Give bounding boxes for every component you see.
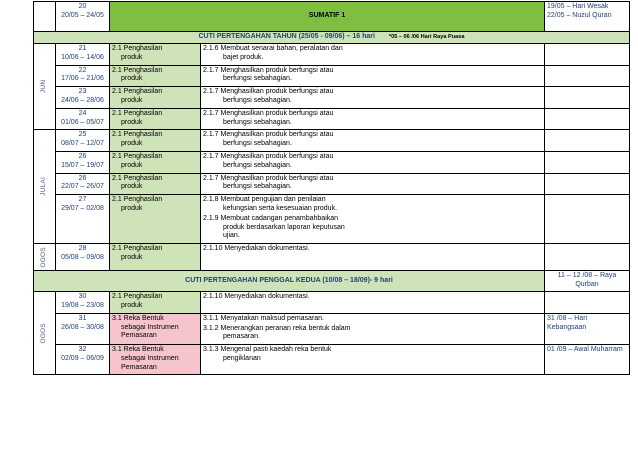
week-row	[34, 244, 630, 271]
learning-outcome	[203, 346, 542, 364]
standard-cell	[110, 87, 201, 109]
standard-text: produk	[121, 140, 143, 148]
learning-outcome-text: 2.1.9 Membuat cadangan penambahbaikan	[203, 214, 339, 222]
standard-text: 2.1 Penghasilan	[112, 109, 163, 117]
learning-outcome-text: berfungsi sebahagian.	[223, 161, 292, 169]
learning-outcome-text: 2.1.7 Menghasilkan produk berfungsi atau	[203, 88, 334, 96]
note-cell	[545, 173, 630, 195]
week-cell	[56, 130, 110, 152]
learning-outcome-text: pengiklanan	[223, 354, 261, 362]
week-cell	[56, 87, 110, 109]
learning-outcome-text: 2.1.7 Menghasilkan produk berfungsi atau	[203, 131, 334, 139]
learning-outcome	[203, 325, 542, 343]
week-cell	[56, 345, 110, 375]
note-cell	[545, 130, 630, 152]
holiday-banner-row	[34, 32, 630, 44]
learning-outcome	[203, 88, 542, 106]
learning-outcome-text: 3.1.2 Menerangkan peranan reka bentuk dalam	[203, 324, 351, 332]
standard-text: 2.1 Penghasilan	[112, 131, 163, 139]
learning-outcome-text: 2.1.10 Menyediakan dokumentasi.	[203, 245, 310, 253]
week-cell	[56, 244, 110, 271]
week-row	[34, 87, 630, 109]
week-dates: 29/07 – 02/08	[61, 204, 104, 212]
learning-outcome-text: 3.1.1 Menyatakan maksud pemasaran.	[203, 314, 325, 322]
week-dates: 17/06 – 21/06	[61, 75, 104, 83]
learning-outcome-text: 2.1.6 Membuat senarai bahan, peralatan dan	[203, 45, 343, 52]
week-dates: 20/05 – 24/05	[61, 11, 104, 19]
note-cell	[545, 244, 630, 271]
standard-text: produk	[121, 161, 143, 169]
learning-outcome-text: produk berdasarkan laporan keputusan	[223, 223, 345, 231]
note-cell: 01 /09 – Awal Muharram	[545, 345, 630, 375]
standard-cell	[110, 108, 201, 130]
note-cell: 11 – 12 /08 – Raya Qurban	[545, 271, 630, 292]
week-row	[34, 291, 630, 313]
standard-text: Pemasaran	[121, 332, 157, 340]
learning-outcome-text: pemasaran.	[223, 333, 260, 341]
learning-outcome-cell	[201, 313, 545, 344]
standard-cell	[110, 44, 201, 66]
month-label: OGOS	[40, 246, 48, 268]
standard-text: produk	[121, 301, 143, 309]
sumatif-banner: SUMATIF 1	[110, 2, 545, 32]
learning-outcome	[203, 45, 542, 63]
standard-text: sebagai Instrumen	[121, 323, 179, 331]
week-dates: 15/07 – 19/07	[61, 161, 104, 169]
week-number: 28	[78, 245, 87, 253]
standard-text: 2.1 Penghasilan	[112, 292, 163, 300]
learning-outcome	[203, 245, 542, 254]
month-cell	[34, 130, 56, 244]
learning-outcome-text: 2.1.7 Menghasilkan produk berfungsi atau	[203, 174, 334, 182]
note-cell	[545, 87, 630, 109]
week-number: 30	[78, 292, 87, 300]
week-dates: 02/09 – 06/09	[61, 354, 104, 362]
week-row	[34, 173, 630, 195]
week-cell	[56, 65, 110, 87]
standard-cell	[110, 173, 201, 195]
note-cell	[545, 108, 630, 130]
learning-outcome	[203, 110, 542, 128]
week-number: 26	[78, 174, 87, 182]
standard-text: 2.1 Penghasilan	[112, 196, 163, 204]
standard-text: 2.1 Penghasilan	[112, 45, 163, 52]
learning-outcome-text: 2.1.8 Membuat pengujian dan penilaian	[203, 196, 326, 204]
learning-outcome	[203, 131, 542, 149]
week-cell	[56, 313, 110, 344]
week-dates: 01/06 – 05/07	[61, 118, 104, 126]
week-row	[34, 195, 630, 244]
week-number: 26	[78, 152, 87, 160]
week-dates: 26/08 – 30/08	[61, 323, 104, 331]
second-term-break-banner: CUTI PERTENGAHAN PENGGAL KEDUA (10/08 – 18/09)- 9 hari	[34, 271, 545, 292]
learning-outcome-text: berfungsi sebahagian.	[223, 96, 292, 104]
standard-cell	[110, 151, 201, 173]
standard-cell	[110, 65, 201, 87]
note-cell: 31 /08 – Hari Kebangsaan	[545, 313, 630, 344]
standard-text: 2.1 Penghasilan	[112, 245, 163, 253]
note-cell	[545, 65, 630, 87]
week-dates: 19/08 – 23/08	[61, 301, 104, 309]
break-extra: *05 – 06 /06 Hari Raya Puasa	[388, 34, 465, 41]
note-cell	[545, 151, 630, 173]
week-dates: 08/07 – 12/07	[61, 140, 104, 148]
learning-outcome	[203, 67, 542, 85]
note-line: 19/05 – Hari Wesak	[547, 3, 609, 10]
week-dates: 24/06 – 28/06	[61, 96, 104, 104]
standard-text: produk	[121, 204, 143, 212]
learning-outcome-text: berfungsi sebahagian.	[223, 183, 292, 191]
standard-text: produk	[121, 75, 143, 83]
week-number: 21	[78, 45, 87, 52]
standard-text: produk	[121, 183, 143, 191]
learning-outcome-cell	[201, 173, 545, 195]
mid-year-break-banner	[34, 32, 630, 44]
learning-outcome-cell	[201, 65, 545, 87]
learning-outcome-text: 3.1.3 Mengenal pasti kaedah reka bentuk	[203, 346, 332, 354]
month-cell	[34, 244, 56, 271]
schedule-table	[33, 1, 630, 375]
learning-outcome-cell	[201, 345, 545, 375]
learning-outcome-cell	[201, 195, 545, 244]
standard-text: 2.1 Penghasilan	[112, 88, 163, 96]
standard-text: produk	[121, 253, 143, 261]
learning-outcome	[203, 293, 542, 302]
standard-text: 2.1 Penghasilan	[112, 174, 163, 182]
standard-cell	[110, 130, 201, 152]
learning-outcome	[203, 315, 542, 324]
learning-outcome-cell	[201, 291, 545, 313]
month-label: JUN	[40, 80, 48, 94]
standard-text: Pemasaran	[121, 363, 157, 371]
break-label: CUTI PERTENGAHAN TAHUN (25/05 - 09/06) – 16 hari	[198, 33, 375, 41]
week-number: 31	[78, 314, 87, 322]
learning-outcome	[203, 196, 542, 214]
standard-text: produk	[121, 118, 143, 126]
standard-text: 3.1 Reka Bentuk	[112, 346, 164, 354]
week-number: 25	[78, 131, 87, 139]
learning-outcome-text: ujian.	[223, 232, 240, 240]
week-number: 20	[78, 3, 87, 10]
learning-outcome-text: 2.1.10 Menyediakan dokumentasi.	[203, 292, 310, 300]
week-row	[34, 313, 630, 344]
standard-text: 2.1 Penghasilan	[112, 66, 163, 74]
week-dates: 10/06 – 14/06	[61, 53, 104, 61]
learning-outcome-cell	[201, 44, 545, 66]
learning-outcome-text: 2.1.7 Menghasilkan produk berfungsi atau	[203, 109, 334, 117]
week-number: 24	[78, 109, 87, 117]
week-dates: 22/07 – 26/07	[61, 183, 104, 191]
learning-outcome-cell	[201, 151, 545, 173]
standard-cell	[110, 244, 201, 271]
learning-outcome-text: 2.1.7 Menghasilkan produk berfungsi atau	[203, 152, 334, 160]
week-cell	[56, 291, 110, 313]
standard-text: produk	[121, 53, 143, 61]
week-number: 22	[78, 66, 87, 74]
learning-outcome	[203, 153, 542, 171]
holiday-banner-row	[34, 271, 630, 292]
month-cell	[34, 291, 56, 374]
week-cell	[56, 2, 110, 32]
note-cell	[545, 291, 630, 313]
week-number: 23	[78, 88, 87, 96]
learning-outcome-cell	[201, 130, 545, 152]
learning-outcome	[203, 175, 542, 193]
week-row	[34, 65, 630, 87]
week-row	[34, 108, 630, 130]
week-row	[34, 345, 630, 375]
standard-cell	[110, 313, 201, 344]
note-cell	[545, 195, 630, 244]
learning-outcome-text: 2.1.7 Menghasilkan produk berfungsi atau	[203, 66, 334, 74]
month-cell-empty	[34, 2, 56, 32]
standard-cell	[110, 195, 201, 244]
week-cell	[56, 173, 110, 195]
learning-outcome-text: berfungsi sebahagian.	[223, 75, 292, 83]
note-line: 22/05 – Nuzul Quran	[547, 11, 612, 19]
standard-cell	[110, 291, 201, 313]
week-cell	[56, 44, 110, 66]
standard-text: sebagai Instrumen	[121, 354, 179, 362]
note-cell	[545, 44, 630, 66]
standard-cell	[110, 345, 201, 375]
month-label: OGOS	[40, 322, 48, 344]
learning-outcome-cell	[201, 108, 545, 130]
learning-outcome-text: berfungsi sebahagian.	[223, 118, 292, 126]
week-cell	[56, 151, 110, 173]
standard-text: 2.1 Penghasilan	[112, 152, 163, 160]
learning-outcome-cell	[201, 87, 545, 109]
week-row	[34, 130, 630, 152]
month-label: JULAI	[40, 177, 48, 197]
week-dates: 05/08 – 09/08	[61, 253, 104, 261]
week-number: 32	[78, 346, 87, 354]
standard-text: 3.1 Reka Bentuk	[112, 314, 164, 322]
week-number: 27	[78, 196, 87, 204]
week-cell	[56, 195, 110, 244]
learning-outcome	[203, 215, 542, 241]
learning-outcome-text: berfungsi sebahagian.	[223, 140, 292, 148]
month-cell	[34, 44, 56, 130]
week-row	[34, 44, 630, 66]
week-cell	[56, 108, 110, 130]
week-row	[34, 151, 630, 173]
summative-row	[34, 2, 630, 32]
note-cell	[545, 2, 630, 32]
learning-outcome-text: bajet produk.	[223, 53, 264, 61]
learning-outcome-cell	[201, 244, 545, 271]
standard-text: produk	[121, 96, 143, 104]
learning-outcome-text: kefungsian serta kesesuaian produk.	[223, 204, 338, 212]
